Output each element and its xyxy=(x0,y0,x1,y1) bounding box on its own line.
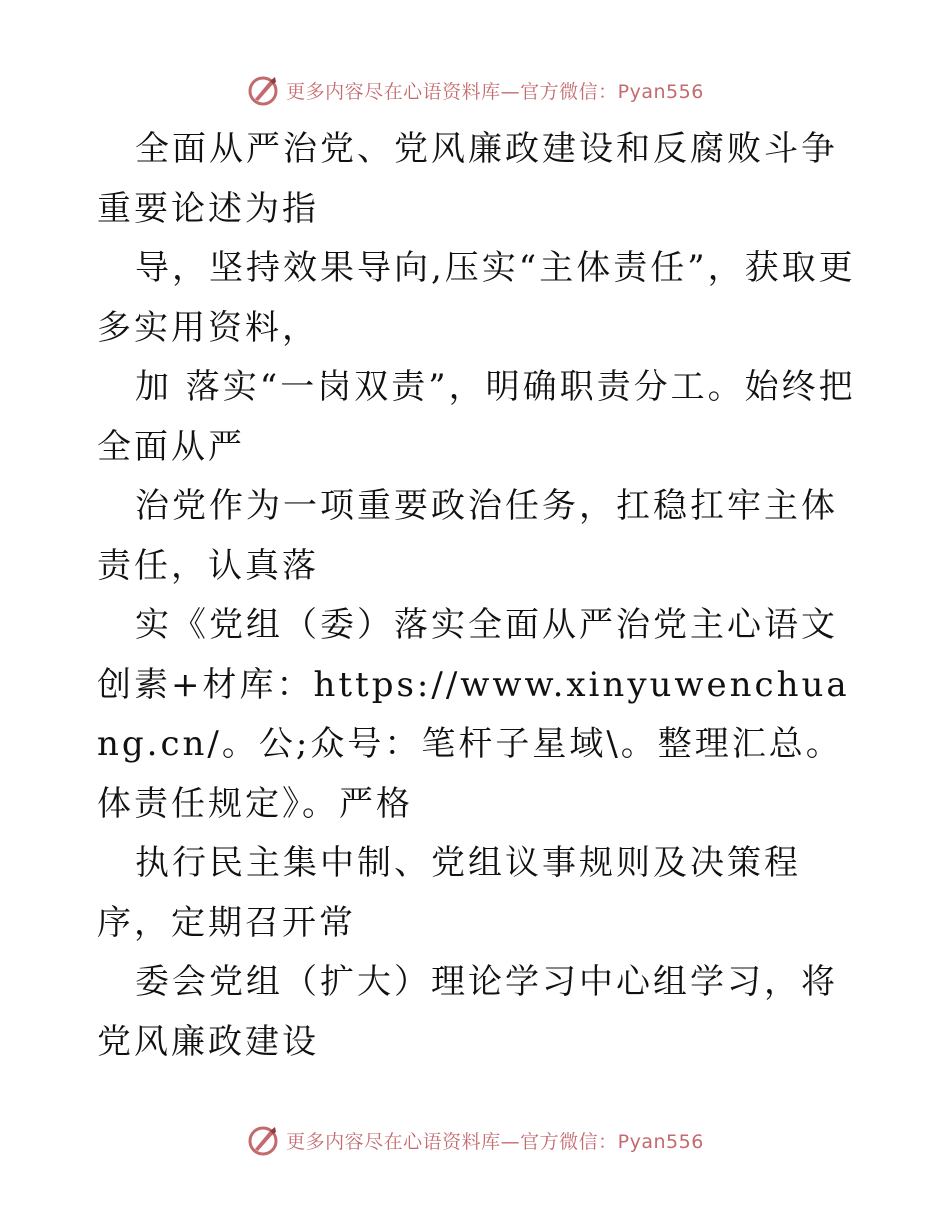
header-banner-text: 更多内容尽在心语资料库—官方微信：Pyan556 xyxy=(286,80,704,103)
paragraph-3: 加 落实“一岗双责”，明确职责分工。始终把全面从严 xyxy=(97,367,856,467)
paragraph-4: 治党作为一项重要政治任务，扛稳扛牢主体责任，认真落 xyxy=(97,486,838,586)
footer-banner xyxy=(0,1120,950,1160)
paragraph-1: 全面从严治党、党风廉政建设和反腐败斗争重要论述为指 xyxy=(97,129,838,229)
document-body xyxy=(97,120,857,1072)
quill-logo-icon xyxy=(246,1123,280,1157)
paragraph-7: 委会党组（扩大）理论学习中心组学习，将党风廉政建设 xyxy=(97,962,838,1062)
paragraph-5: 实《党组（委）落实全面从严治党主心语文创素+材库：https://www.xinyuwenchuang.cn/。公;众号：笔杆子星域\。整理汇总。体责任规定》。严格 xyxy=(97,605,850,824)
quill-logo-icon xyxy=(246,73,280,107)
footer-banner-text: 更多内容尽在心语资料库—官方微信：Pyan556 xyxy=(286,1130,704,1153)
paragraph-2: 导，坚持效果导向,压实“主体责任”，获取更多实用资料， xyxy=(97,248,856,348)
header-banner xyxy=(0,70,950,110)
paragraph-6: 执行民主集中制、党组议事规则及决策程序，定期召开常 xyxy=(97,843,801,943)
